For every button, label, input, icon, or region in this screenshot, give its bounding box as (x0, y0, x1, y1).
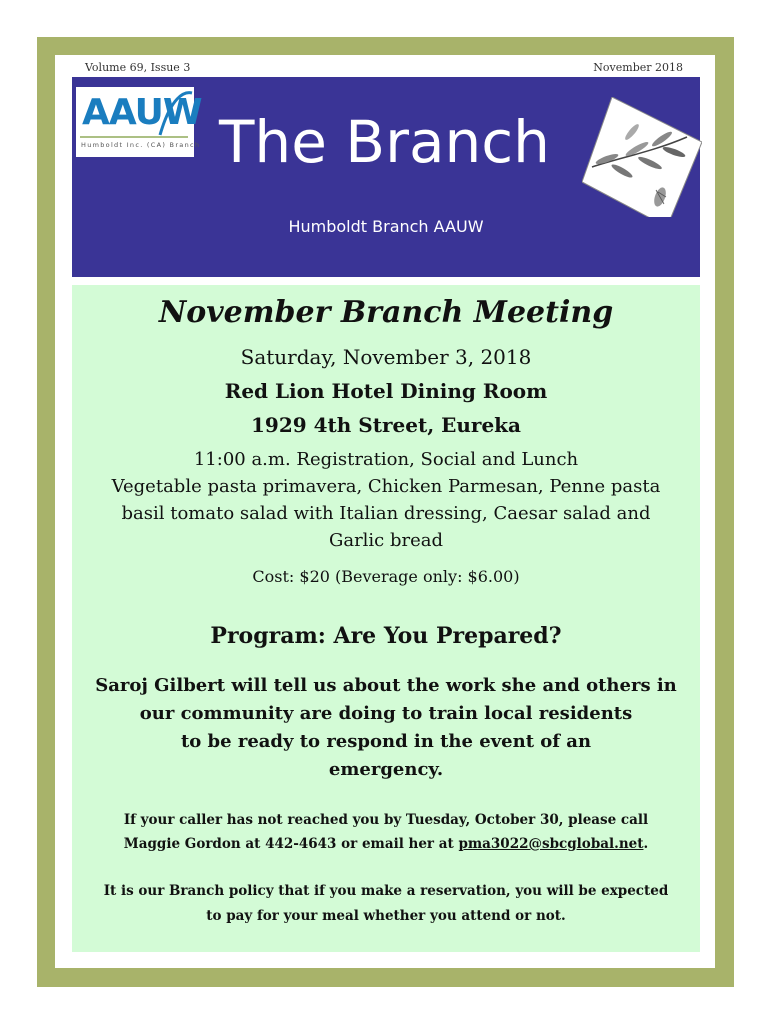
caller-note-suffix: . (643, 836, 649, 852)
program-description-line: to be ready to respond in the event of an (180, 731, 592, 752)
caller-note-prefix: Maggie Gordon at 442-4643 or email her at (123, 836, 459, 852)
program-description-line: Saroj Gilbert will tell us about the work she and others in (95, 675, 677, 696)
volume-issue: Volume 69, Issue 3 (85, 61, 191, 74)
aauw-logo (76, 87, 202, 157)
issue-date: November 2018 (593, 61, 683, 74)
newsletter-title: The Branch (219, 108, 550, 176)
meeting-content (72, 285, 700, 952)
policy-note-line: It is our Branch policy that if you make a reservation, you will be expected (103, 883, 669, 899)
logo-subtext: Humboldt Inc. (CA) Branch (81, 141, 201, 149)
program-description-line: our community are doing to train local residents (139, 703, 633, 724)
masthead-banner (72, 77, 700, 277)
menu-line: Vegetable pasta primavera, Chicken Parmesan, Penne pasta (111, 476, 661, 497)
newsletter-page (55, 55, 715, 968)
meeting-date: Saturday, November 3, 2018 (240, 345, 532, 369)
logo-text: AAUW (82, 92, 202, 133)
policy-note-line: to pay for your meal whether you attend or not. (206, 908, 566, 924)
meeting-cost: Cost: $20 (Beverage only: $6.00) (252, 567, 520, 586)
caller-note-line: If your caller has not reached you by Tuesday, October 30, please call (123, 812, 649, 828)
menu-line: basil tomato salad with Italian dressing, Caesar salad and (121, 503, 651, 524)
program-description-line: emergency. (328, 759, 444, 780)
menu-line: 11:00 a.m. Registration, Social and Lunch (193, 449, 579, 470)
caller-note-line (72, 836, 700, 852)
meeting-venue: Red Lion Hotel Dining Room (224, 379, 548, 403)
meeting-address: 1929 4th Street, Eureka (251, 413, 521, 437)
acacia-branch-illustration (582, 97, 702, 217)
email-link[interactable]: pma3022@sbcglobal.net (458, 836, 644, 852)
program-heading: Program: Are You Prepared? (210, 623, 562, 649)
meeting-heading: November Branch Meeting (158, 295, 614, 330)
menu-line: Garlic bread (328, 530, 444, 551)
newsletter-subtitle: Humboldt Branch AAUW (288, 217, 484, 236)
